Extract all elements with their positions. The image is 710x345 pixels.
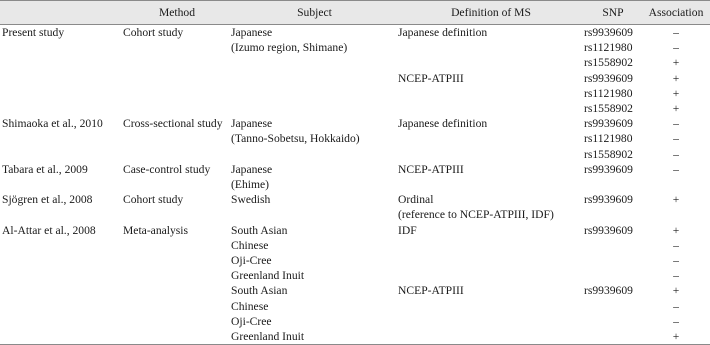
cell-snp — [584, 314, 642, 329]
cell-snp — [584, 299, 642, 314]
cell-subject: Japanese — [231, 26, 273, 39]
table-row — [0, 329, 710, 345]
table-row — [0, 116, 710, 131]
cell-association: + — [672, 86, 680, 100]
cell-study: Present study — [2, 26, 65, 39]
table-row — [0, 192, 710, 207]
table-row — [0, 268, 710, 283]
cell-snp — [584, 207, 642, 222]
cell-association: – — [673, 132, 679, 146]
cell-subject — [231, 86, 398, 101]
cell-definition — [398, 101, 584, 116]
cell-subject: (Ehime) — [231, 178, 269, 192]
cell-study — [0, 147, 121, 162]
cell-definition — [398, 40, 584, 55]
cell-subject: Chinese — [231, 299, 269, 313]
cell-definition: NCEP-ATPIII — [398, 71, 464, 85]
cell-association: – — [673, 299, 679, 313]
cell-method — [121, 238, 231, 253]
cell-method — [121, 55, 231, 70]
cell-subject: Chinese — [231, 238, 269, 252]
cell-definition: IDF — [398, 223, 417, 237]
table-row — [0, 223, 710, 238]
cell-definition — [398, 253, 584, 268]
cell-definition — [398, 268, 584, 283]
cell-study — [0, 71, 121, 86]
table-row — [0, 131, 710, 146]
cell-study — [0, 314, 121, 329]
cell-association: + — [672, 102, 680, 116]
table-row — [0, 299, 710, 314]
cell-method: Cohort study — [123, 193, 184, 207]
cell-subject: Oji-Cree — [231, 254, 272, 268]
cell-definition — [398, 238, 584, 253]
cell-snp — [584, 238, 642, 253]
cell-snp: rs1121980 — [584, 41, 633, 55]
cell-method: Cohort study — [123, 26, 184, 39]
table-row — [0, 25, 710, 41]
cell-study: Al-Attar et al., 2008 — [2, 223, 96, 237]
cell-subject: Greenland Inuit — [231, 329, 398, 345]
cell-association: – — [673, 26, 679, 39]
cell-association: + — [672, 284, 680, 298]
table-row — [0, 207, 710, 222]
cell-method — [121, 40, 231, 55]
cell-definition: Japanese definition — [398, 117, 488, 131]
cell-subject — [231, 71, 398, 86]
cell-study — [0, 86, 121, 101]
cell-snp: rs1558902 — [584, 56, 633, 70]
cell-snp — [584, 329, 642, 345]
cell-study: Tabara et al., 2009 — [2, 162, 88, 176]
cell-association: + — [672, 56, 680, 70]
cell-snp: rs9939609 — [584, 193, 633, 207]
table-row — [0, 283, 710, 298]
cell-method — [121, 86, 231, 101]
cell-snp — [584, 177, 642, 192]
cell-association — [642, 207, 710, 222]
cell-study: Shimaoka et al., 2010 — [2, 117, 103, 131]
table-row — [0, 40, 710, 55]
cell-study — [0, 101, 121, 116]
cell-snp: rs9939609 — [584, 71, 633, 85]
cell-definition: (reference to NCEP-ATPIII, IDF) — [398, 208, 554, 222]
cell-association: – — [673, 162, 679, 176]
cell-method — [121, 177, 231, 192]
cell-snp: rs1558902 — [584, 102, 633, 116]
cell-snp: rs1121980 — [584, 132, 633, 146]
cell-subject: (Izumo region, Shimane) — [231, 41, 348, 55]
cell-definition — [398, 299, 584, 314]
cell-snp: rs9939609 — [584, 223, 633, 237]
cell-association: – — [673, 269, 679, 283]
table-row — [0, 238, 710, 253]
table-row — [0, 55, 710, 70]
cell-method — [121, 299, 231, 314]
cell-subject: Japanese — [231, 162, 273, 176]
cell-study — [0, 131, 121, 146]
table-row — [0, 101, 710, 116]
cell-association: + — [672, 193, 680, 207]
cell-method — [121, 131, 231, 146]
cell-method: Cross-sectional study — [123, 117, 223, 131]
cell-study — [0, 329, 121, 345]
cell-method — [121, 329, 231, 345]
cell-subject — [231, 207, 398, 222]
cell-definition — [398, 86, 584, 101]
cell-method — [121, 283, 231, 298]
cell-snp — [584, 253, 642, 268]
table-row — [0, 253, 710, 268]
cell-subject: South Asian — [231, 223, 288, 237]
cell-association: + — [642, 329, 710, 345]
cell-association: – — [673, 41, 679, 55]
cell-subject: Japanese — [231, 117, 273, 131]
cell-snp: rs9939609 — [584, 117, 633, 131]
cell-definition — [398, 314, 584, 329]
cell-association: – — [673, 238, 679, 252]
cell-association: – — [673, 117, 679, 131]
cell-association: – — [673, 254, 679, 268]
cell-association: – — [673, 314, 679, 328]
cell-definition — [398, 131, 584, 146]
cell-subject: (Tanno-Sobetsu, Hokkaido) — [231, 132, 360, 146]
cell-method — [121, 268, 231, 283]
cell-study — [0, 253, 121, 268]
cell-definition: Japanese definition — [398, 26, 488, 39]
cell-snp: rs1558902 — [584, 147, 633, 161]
cell-association: + — [672, 223, 680, 237]
cell-subject: Greenland Inuit — [231, 269, 305, 283]
cell-definition: Ordinal — [398, 193, 434, 207]
cell-snp: rs9939609 — [584, 284, 633, 298]
cell-association — [642, 177, 710, 192]
table-row — [0, 177, 710, 192]
header-study — [0, 1, 121, 25]
cell-study — [0, 40, 121, 55]
cell-subject: South Asian — [231, 284, 288, 298]
cell-method — [121, 253, 231, 268]
cell-snp: rs9939609 — [584, 26, 633, 39]
cell-snp: rs1121980 — [584, 86, 633, 100]
cell-study — [0, 299, 121, 314]
header-association: Association — [642, 1, 710, 25]
table-row — [0, 147, 710, 162]
cell-subject — [231, 55, 398, 70]
cell-study: Sjögren et al., 2008 — [2, 193, 93, 207]
cell-method — [121, 71, 231, 86]
header-subject: Subject — [231, 1, 398, 25]
cell-method — [121, 207, 231, 222]
cell-study — [0, 268, 121, 283]
cell-subject — [231, 147, 398, 162]
cell-definition — [398, 177, 584, 192]
table-row — [0, 86, 710, 101]
cell-method — [121, 147, 231, 162]
cell-snp: rs9939609 — [584, 162, 633, 176]
cell-subject — [231, 101, 398, 116]
cell-method — [121, 101, 231, 116]
table-row — [0, 71, 710, 86]
header-snp: SNP — [584, 1, 642, 25]
cell-method: Case-control study — [123, 162, 211, 176]
cell-method: Meta-analysis — [123, 223, 189, 237]
table-row — [0, 162, 710, 177]
cell-study — [0, 207, 121, 222]
cell-association: + — [672, 71, 680, 85]
cell-method — [121, 314, 231, 329]
cell-definition — [398, 147, 584, 162]
cell-subject: Oji-Cree — [231, 314, 272, 328]
table-body — [0, 25, 710, 345]
cell-association: – — [673, 147, 679, 161]
table-header-row — [0, 1, 710, 25]
cell-study — [0, 283, 121, 298]
header-method: Method — [121, 1, 231, 25]
cell-definition: NCEP-ATPIII — [398, 284, 464, 298]
cell-study — [0, 238, 121, 253]
table-row — [0, 314, 710, 329]
cell-study — [0, 177, 121, 192]
cell-study — [0, 55, 121, 70]
header-definition: Definition of MS — [398, 1, 584, 25]
cell-definition — [398, 329, 584, 345]
cell-snp — [584, 268, 642, 283]
cell-definition: NCEP-ATPIII — [398, 162, 464, 176]
cell-subject: Swedish — [231, 193, 271, 207]
cell-definition — [398, 55, 584, 70]
